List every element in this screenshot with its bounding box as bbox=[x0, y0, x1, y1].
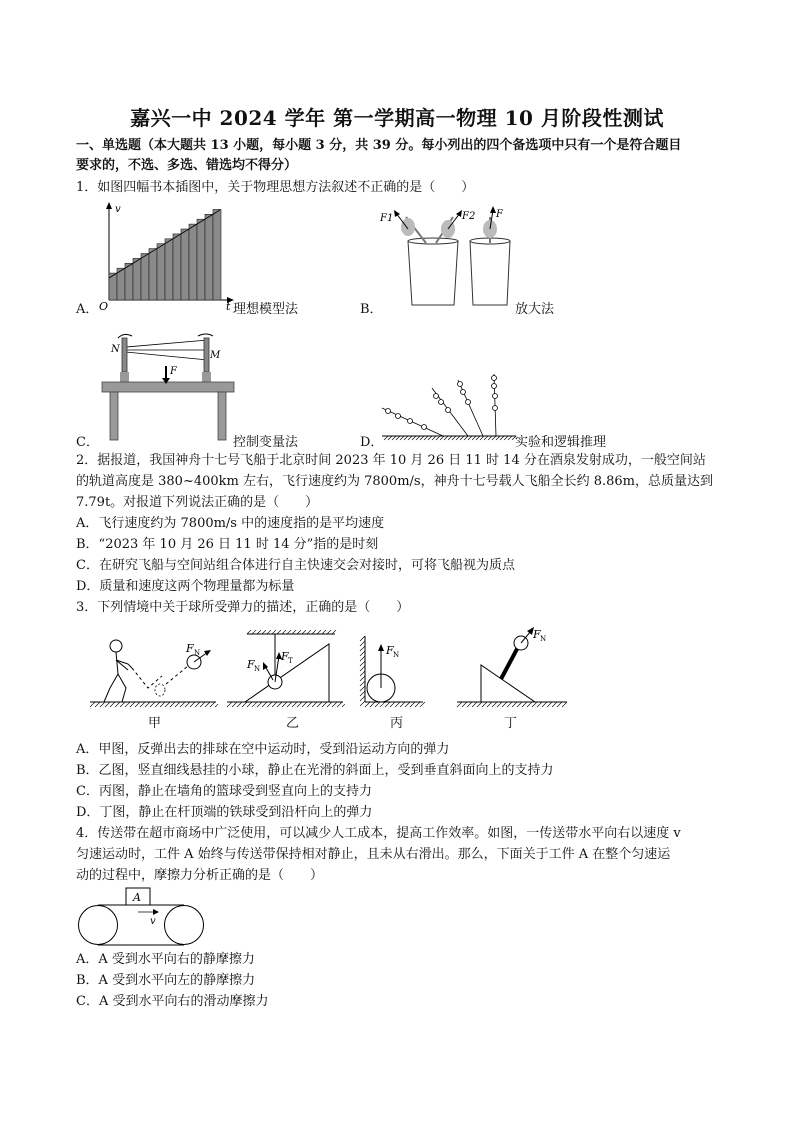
q1-option-b-letter: B． bbox=[360, 302, 383, 317]
q3-option-d: D．丁图，静止在杆顶端的铁球受到沿杆向上的弹力 bbox=[76, 805, 373, 820]
q3-figure-bing-corner-ball bbox=[355, 632, 425, 710]
axis-origin-label: O bbox=[99, 300, 109, 312]
q3-label-jia: 甲 bbox=[148, 716, 162, 731]
q2-option-d: D．质量和速度这两个物理量都为标量 bbox=[76, 579, 295, 594]
q3-figure-yi-slope-string bbox=[225, 630, 345, 710]
fn-label-yi: F bbox=[247, 658, 255, 671]
axis-t-label: t bbox=[226, 300, 231, 312]
step-bar bbox=[189, 224, 197, 300]
force-f-label: F bbox=[496, 209, 503, 220]
step-bar bbox=[197, 219, 205, 300]
q4-figure-conveyor-belt bbox=[74, 886, 209, 948]
q1-option-c-letter: C． bbox=[76, 435, 99, 450]
q1-option-d-letter: D． bbox=[360, 435, 384, 450]
step-bar bbox=[213, 209, 221, 300]
q1-figure-a-vt-graph bbox=[95, 200, 235, 312]
q2-option-b: B．“2023 年 10 月 26 日 11 时 14 分”指的是时刻 bbox=[76, 537, 379, 552]
fn-sub-yi: N bbox=[254, 665, 261, 673]
q1-figure-c-table-mirrors bbox=[98, 330, 238, 445]
q4-option-c: C．A 受到水平向右的滑动摩擦力 bbox=[76, 994, 269, 1009]
step-bar bbox=[165, 239, 173, 300]
q1-option-c-text: 控制变量法 bbox=[233, 435, 299, 450]
q3-label-yi: 乙 bbox=[286, 716, 300, 731]
q2-stem-line2: 的轨道高度是 380~400km 左右，飞行速度约为 7800m/s，神舟十七号载人飞船全长约 8.86m，总质量达到 bbox=[76, 474, 713, 489]
step-bar bbox=[125, 263, 133, 300]
q3-option-c: C．丙图，静止在墙角的篮球受到竖直向上的支持力 bbox=[76, 784, 372, 799]
mirror-m-label: M bbox=[210, 350, 221, 361]
step-bar bbox=[149, 249, 157, 300]
ground-hatch bbox=[384, 436, 516, 440]
fn-sub-jia: N bbox=[194, 649, 201, 657]
q1-option-a-letter: A． bbox=[76, 302, 99, 317]
step-bar bbox=[205, 214, 213, 300]
ft-sub-yi: T bbox=[288, 657, 293, 665]
step-bar bbox=[181, 229, 189, 300]
q2-stem-line1: 2．据报道，我国神舟十七号飞船于北京时间 2023 年 10 月 26 日 11 时 14 分在酒泉发射成功，一般空间站 bbox=[76, 453, 706, 468]
page-title: 嘉兴一中 2024 学年 第一学期高一物理 10 月阶段性测试 bbox=[130, 106, 664, 130]
q1-option-a-text: 理想模型法 bbox=[233, 302, 299, 317]
q2-stem-line3: 7.79t。对报道下列说法正确的是（ ） bbox=[76, 495, 319, 510]
step-bar bbox=[117, 268, 125, 300]
q4-stem-line2: 匀速运动时，工件 A 始终与传送带保持相对静止，且未从右滑出。那么，下面关于工件 A 在整个匀速运 bbox=[76, 847, 671, 862]
q4-stem-line3: 动的过程中，摩擦力分析正确的是（ ） bbox=[76, 868, 324, 883]
force-f1-label: F1 bbox=[380, 213, 394, 224]
fn-sub-ding: N bbox=[540, 635, 547, 643]
q3-figure-ding-rod-ball bbox=[455, 625, 570, 710]
q1-option-b-text: 放大法 bbox=[515, 302, 555, 317]
q3-option-a: A．甲图，反弹出去的排球在空中运动时，受到沿运动方向的弹力 bbox=[76, 742, 450, 757]
step-bar bbox=[133, 258, 141, 300]
q3-option-b: B．乙图，竖直细线悬挂的小球，静止在光滑的斜面上，受到垂直斜面向上的支持力 bbox=[76, 763, 554, 778]
q3-label-ding: 丁 bbox=[504, 716, 518, 731]
fn-label-bing: F bbox=[386, 644, 394, 657]
q3-figure-jia-volleyball bbox=[88, 632, 218, 710]
section-heading-line1: 一、单选题（本大题共 13 小题，每小题 3 分，共 39 分。每小列出的四个备选项中只有一个是符合题目 bbox=[76, 138, 682, 153]
q4-option-a: A．A 受到水平向右的静摩擦力 bbox=[76, 952, 255, 967]
velocity-v-label: v bbox=[150, 916, 156, 927]
fn-sub-bing: N bbox=[393, 651, 400, 659]
q4-stem-line1: 4．传送带在超市商场中广泛使用，可以减少人工成本，提高工作效率。如图，一传送带水平向右以速度 v bbox=[76, 826, 681, 841]
fn-label-ding: F bbox=[533, 628, 541, 641]
force-f2-label: F2 bbox=[462, 211, 476, 222]
section-heading-line2: 要求的，不选、多选、错选均不得分） bbox=[76, 158, 298, 173]
axis-v-label: v bbox=[115, 204, 121, 215]
q4-option-b: B．A 受到水平向左的静摩擦力 bbox=[76, 973, 256, 988]
step-bar bbox=[141, 254, 149, 301]
step-bar bbox=[157, 244, 165, 300]
fn-label-jia: F bbox=[186, 642, 194, 655]
mirror-n-label: N bbox=[111, 344, 120, 355]
step-bar bbox=[173, 234, 181, 300]
q1-option-d-text: 实验和逻辑推理 bbox=[515, 435, 607, 450]
block-a-label: A bbox=[133, 891, 141, 904]
graph-step-bars bbox=[109, 209, 221, 300]
q1-stem: 1．如图四幅书本插图中，关于物理思想方法叙述不正确的是（ ） bbox=[76, 180, 475, 195]
q3-stem: 3．下列情境中关于球所受弹力的描述，正确的是（ ） bbox=[76, 600, 410, 615]
q1-figure-b-force-cups bbox=[378, 205, 513, 310]
q2-option-c: C．在研究飞船与空间站组合体进行自主快速交会对接时，可将飞船视为质点 bbox=[76, 558, 515, 573]
ft-label-yi: F bbox=[281, 650, 289, 663]
q3-label-bing: 丙 bbox=[390, 716, 404, 731]
q1-figure-d-incline-balls bbox=[378, 370, 518, 442]
q2-option-a: A．飞行速度约为 7800m/s 中的速度指的是平均速度 bbox=[76, 516, 385, 531]
press-force-label: F bbox=[170, 366, 177, 377]
